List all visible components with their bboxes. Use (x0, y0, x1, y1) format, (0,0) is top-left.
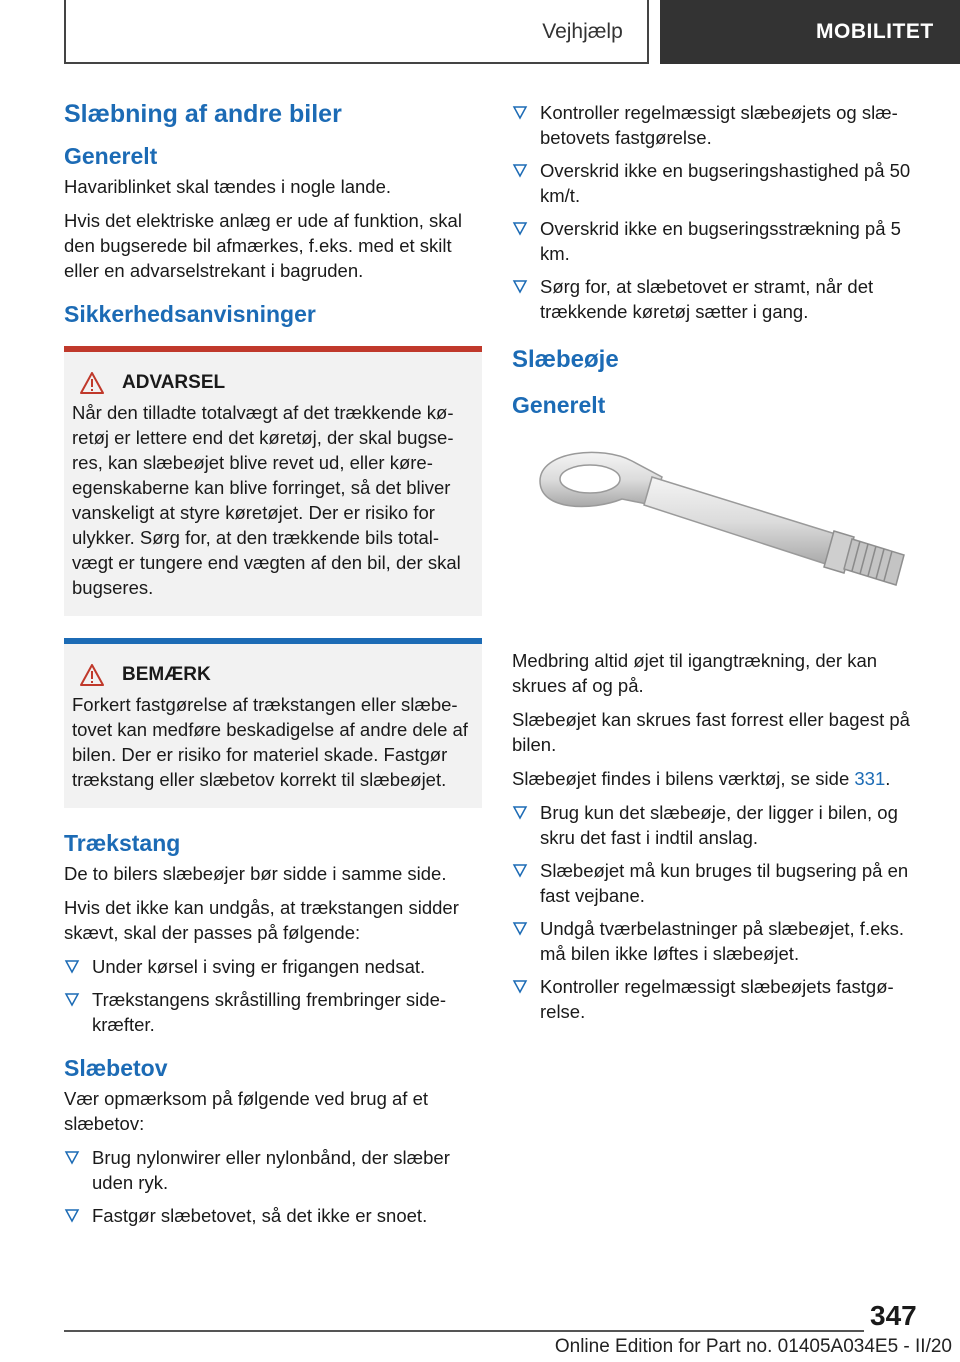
paragraph: Medbring altid øjet til igangtrækning, der kan skrues af og på. (512, 650, 878, 696)
bullet-triangle-icon (512, 162, 528, 178)
list-item: Brug kun det slæbeøje, der ligger i bilen, og skru det fast i indtil anslag. (512, 800, 927, 850)
list-item: Kontroller regelmæssigt slæbeøjets og slæbetovets fastgørelse. (512, 100, 927, 150)
page-number: 347 (870, 1300, 917, 1331)
right-column (512, 100, 927, 1033)
heading-generelt: Generelt (64, 143, 158, 169)
footer-divider (64, 1330, 864, 1332)
bullet-triangle-icon (64, 958, 80, 974)
list-item: Brug nylonwirer eller nylonbånd, der slæber uden ryk. (64, 1145, 482, 1195)
warning-triangle-icon (80, 372, 104, 394)
page-reference-link[interactable]: 331 (854, 768, 886, 789)
heading-generelt-2: Generelt (512, 392, 606, 418)
heading-slaebetov: Slæbetov (64, 1055, 168, 1081)
list-item: Slæbeøjet må kun bruges til bugsering på en fast vejbane. (512, 858, 927, 908)
bullet-triangle-icon (64, 991, 80, 1007)
list-item: Fastgør slæbetovet, så det ikke er snoet. (64, 1203, 482, 1228)
header-chapter-tab: MOBILITET (660, 0, 960, 64)
bullet-triangle-icon (512, 978, 528, 994)
slaebetov-list (64, 1145, 482, 1228)
bullet-triangle-icon (512, 278, 528, 294)
header-section-label: Vejhjælp (542, 20, 623, 43)
bullet-triangle-icon (512, 862, 528, 878)
bullet-triangle-icon (512, 104, 528, 120)
note-header (80, 664, 474, 686)
list-item: Overskrid ikke en bugseringsstrækning på 5 km. (512, 216, 927, 266)
bullet-triangle-icon (512, 804, 528, 820)
footer-edition: Online Edition for Part no. 01405A034E5 - II/20 (554, 1336, 952, 1357)
list-item: Undgå tværbelastninger på slæbeøjet, f.eks. må bilen ikke løftes i slæbeøjet. (512, 916, 927, 966)
paragraph: Hvis det elektriske anlæg er ude af funktion, skal den bugserede bil afmærkes, f.eks. med et skilt eller en advarselstrekant i bagruden. (64, 210, 462, 281)
heading-traekstang: Trækstang (64, 830, 181, 856)
note-label: BEMÆRK (122, 664, 211, 685)
list-item: Overskrid ikke en bugseringshastighed på 50 km/t. (512, 158, 927, 208)
note-box (64, 638, 482, 808)
slaebeoje-list (512, 800, 927, 1024)
warning-label: ADVARSEL (122, 372, 226, 393)
warning-header (80, 372, 474, 394)
bullet-triangle-icon (512, 920, 528, 936)
bullet-triangle-icon (64, 1149, 80, 1165)
paragraph: Hvis det ikke kan undgås, at trækstangen sidder skævt, skal der passes på følgende: (64, 897, 459, 943)
towing-rules-list (512, 100, 927, 324)
paragraph: Slæbeøjet kan skrues fast forrest eller bagest på bilen. (512, 709, 910, 755)
tow-hook-illustration (512, 441, 927, 621)
heading-safety: Sikkerhedsanvisninger (64, 301, 316, 327)
list-item: Under kørsel i sving er frigangen nedsat. (64, 954, 482, 979)
list-item: Sørg for, at slæbetovet er stramt, når det trækkende køretøj sætter i gang. (512, 274, 927, 324)
caution-triangle-icon (80, 664, 104, 686)
section-title-towing: Slæbning af andre biler (64, 100, 342, 128)
warning-box (64, 346, 482, 616)
list-item: Trækstangens skråstilling frembringer sidekræfter. (64, 987, 482, 1037)
paragraph: Havariblinket skal tændes i nogle lande. (64, 176, 392, 197)
bullet-triangle-icon (64, 1207, 80, 1223)
note-text: Forkert fastgørelse af trækstangen eller slæbetovet kan medføre beskadigelse af andre dele af bilen. Der er risiko for materiel skade. Fastgør trækstang eller slæbetov korrekt til slæbeøjet. (72, 694, 468, 790)
list-item: Kontroller regelmæssigt slæbeøjets fastgørelse. (512, 974, 927, 1024)
paragraph: Vær opmærksom på følgende ved brug af et slæbetov: (64, 1088, 429, 1134)
heading-slaebeoje: Slæbeøje (512, 346, 619, 373)
warning-text: Når den tilladte totalvægt af det trækkende køretøj er lettere end det køretøj, der skal bugseres, kan slæbeøjet blive revet ud, eller køreegenskaberne kan blive forringet, så det bliver vanskeligt at styre køretøjet. Der er risiko for ulykker. Sørg for, at den trækkende bils totalvægt er tungere end vægten af den bil, der skal bugseres. (72, 402, 461, 598)
traekstang-list (64, 954, 482, 1037)
left-column (64, 100, 482, 1237)
paragraph: De to bilers slæbeøjer bør sidde i samme side. (64, 863, 447, 884)
bullet-triangle-icon (512, 220, 528, 236)
paragraph-with-link: Slæbeøjet findes i bilens værktøj, se side 331. (512, 768, 891, 789)
